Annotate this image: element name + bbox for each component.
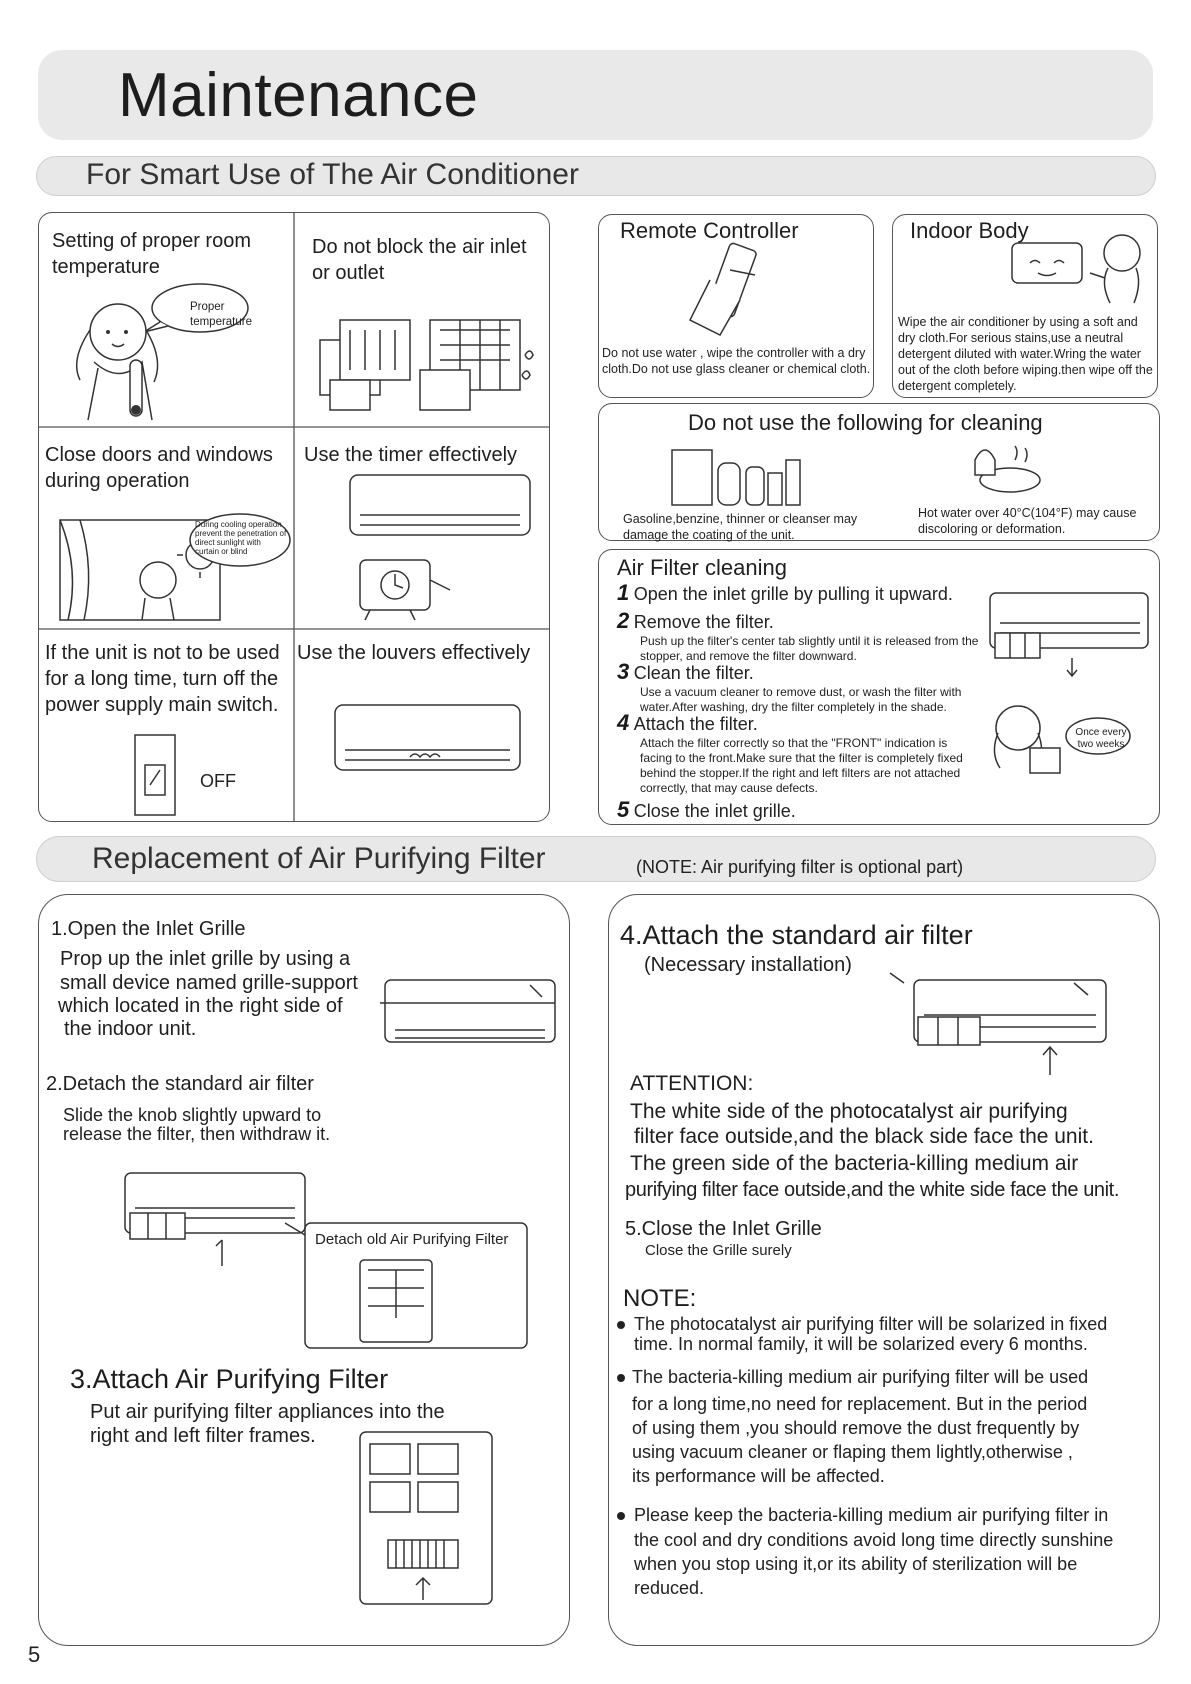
- power-switch-icon: [130, 730, 190, 820]
- note-3-line-2: the cool and dry conditions avoid long time directly sunshine: [634, 1530, 1114, 1550]
- step1-line-2: small device named grille-support: [60, 972, 358, 994]
- step1-line-3: which located in the right side of: [58, 995, 343, 1017]
- filter-step-5: 5 Close the inlet grille.: [617, 797, 796, 822]
- cell-no-block-label: Do not block the air inlet or outlet: [312, 236, 527, 284]
- filter-cleaning-title: Air Filter cleaning: [617, 555, 787, 580]
- step5-sub: Close the Grille surely: [645, 1242, 792, 1259]
- open-grille-illustration: [370, 975, 565, 1050]
- step3-line-1: Put air purifying filter appliances into the: [90, 1401, 445, 1423]
- step4-title: 4.Attach the standard air filter: [620, 920, 973, 950]
- filter-step-3: 3 Clean the filter. Use a vacuum cleaner to remove dust, or wash the filter with water.After washing, dry the filter completely in the shade.: [617, 659, 962, 714]
- remote-wipe-illustration: [670, 240, 780, 340]
- page-number: 5: [28, 1642, 41, 1667]
- cell-timer-label: Use the timer effectively: [304, 444, 518, 466]
- note-3-line-4: reduced.: [634, 1578, 705, 1598]
- filter-step-4: 4 Attach the filter. Attach the filter correctly so that the "FRONT" indication is facing to the front.Make sure that the filter is completely fixed behind the stopper.If the right and left filters are not attached correctly, that may cause defects.: [617, 710, 963, 795]
- indoor-body-title: Indoor Body: [910, 218, 1029, 243]
- note-2-line-3: of using them ,you should remove the dust frequently by: [632, 1418, 1080, 1438]
- close-doors-bubble: During cooling operation prevent the penetration of direct sunlight with curtain or blind: [195, 520, 287, 556]
- girl-thermometer-illustration: [60, 270, 280, 420]
- step3-title: 3.Attach Air Purifying Filter: [70, 1364, 389, 1394]
- attention-line-4: purifying filter face outside,and the white side face the unit.: [625, 1179, 1119, 1201]
- attention-line-3: The green side of the bacteria-killing medium air: [630, 1152, 1079, 1175]
- note-2-line-5: its performance will be affected.: [632, 1466, 885, 1486]
- solvent-bottles-illustration: [670, 445, 810, 507]
- remote-controller-text: Do not use water , wipe the controller with a dry cloth.Do not use glass cleaner or chemical cloth.: [602, 346, 871, 376]
- louvers-unit-illustration: [330, 700, 530, 780]
- attach-standard-filter-illustration: [900, 975, 1110, 1075]
- attention-line-2: filter face outside,and the black side face the unit.: [634, 1125, 1094, 1148]
- note-2-line-2: for a long time,no need for replacement. But in the period: [632, 1394, 1088, 1414]
- cell-close-doors-label: Close doors and windows during operation: [45, 444, 273, 492]
- step1-line-4: the indoor unit.: [64, 1018, 197, 1040]
- attention-line-1: The white side of the photocatalyst air purifying: [630, 1100, 1068, 1123]
- cell-power-off-label: If the unit is not to be used for a long time, turn off the power supply main switch.: [45, 642, 280, 716]
- replacement-note: (NOTE: Air purifying filter is optional part): [636, 857, 964, 877]
- note-bullet-3: [617, 1512, 625, 1520]
- remote-controller-title: Remote Controller: [620, 218, 799, 243]
- step4-sub: (Necessary installation): [644, 954, 852, 976]
- detach-filter-illustration: [110, 1168, 530, 1358]
- hot-water-illustration: [965, 440, 1055, 500]
- note-title: NOTE:: [623, 1285, 697, 1312]
- note-bullet-2: [617, 1374, 625, 1382]
- note-bullet-1: [617, 1321, 625, 1329]
- attach-purifying-filter-illustration: [358, 1430, 498, 1608]
- replacement-heading: Replacement of Air Purifying Filter: [92, 842, 546, 875]
- cell-louvers-label: Use the louvers effectively: [297, 642, 531, 664]
- proper-temp-bubble: Proper temperature: [190, 301, 253, 328]
- step2-line-2: release the filter, then withdraw it.: [63, 1124, 331, 1144]
- step1-line-1: Prop up the inlet grille by using a: [60, 948, 351, 970]
- note-1-line-2: time. In normal family, it will be solarized every 6 months.: [634, 1334, 1088, 1354]
- attention-title: ATTENTION:: [630, 1072, 754, 1095]
- note-3-line-3: when you stop using it,or its ability of sterilization will be: [634, 1554, 1078, 1574]
- step3-line-2: right and left filter frames.: [90, 1425, 316, 1447]
- once-two-weeks-bubble: Once every two weeks: [1075, 727, 1127, 750]
- note-1-line-1: The photocatalyst air purifying filter will be solarized in fixed: [634, 1314, 1108, 1334]
- filter-remove-illustration: [975, 588, 1155, 678]
- note-2-line-4: using vacuum cleaner or flaping them lightly,otherwise ,: [632, 1442, 1073, 1462]
- timer-unit-illustration: [340, 470, 540, 620]
- no-use-title: Do not use the following for cleaning: [688, 410, 1043, 435]
- blocked-unit-illustration: [310, 310, 540, 420]
- indoor-wipe-illustration: [1010, 228, 1155, 308]
- step1-title: 1.Open the Inlet Grille: [51, 918, 246, 940]
- note-2-line-1: The bacteria-killing medium air purifying filter will be used: [632, 1367, 1089, 1387]
- no-use-left-text: Gasoline,benzine, thinner or cleanser may damage the coating of the unit.: [623, 512, 858, 542]
- note-3-line-1: Please keep the bacteria-killing medium air purifying filter in: [634, 1505, 1109, 1525]
- no-use-right-text: Hot water over 40°C(104°F) may cause discoloring or deformation.: [918, 506, 1137, 536]
- cell-room-temp-label: Setting of proper room temperature: [52, 230, 251, 278]
- step2-title: 2.Detach the standard air filter: [46, 1073, 314, 1095]
- detach-callout-text: Detach old Air Purifying Filter: [315, 1231, 509, 1248]
- step2-line-1: Slide the knob slightly upward to: [63, 1105, 322, 1125]
- smart-use-heading: For Smart Use of The Air Conditioner: [86, 158, 579, 191]
- step5-title: 5.Close the Inlet Grille: [625, 1218, 822, 1240]
- page-title: Maintenance: [118, 61, 479, 130]
- switch-off-label: OFF: [200, 771, 236, 791]
- filter-step-2: 2 Remove the filter. Push up the filter's center tab slightly until it is released from the stopper, and remove the filter downward.: [617, 608, 979, 663]
- indoor-body-text: Wipe the air conditioner by using a soft and dry cloth.For serious stains,use a neutral detergent diluted with water.Wring the water out of the cloth before wiping.then wipe off the detergent completely.: [898, 315, 1153, 393]
- filter-step-1: 1 Open the inlet grille by pulling it upward.: [617, 580, 953, 605]
